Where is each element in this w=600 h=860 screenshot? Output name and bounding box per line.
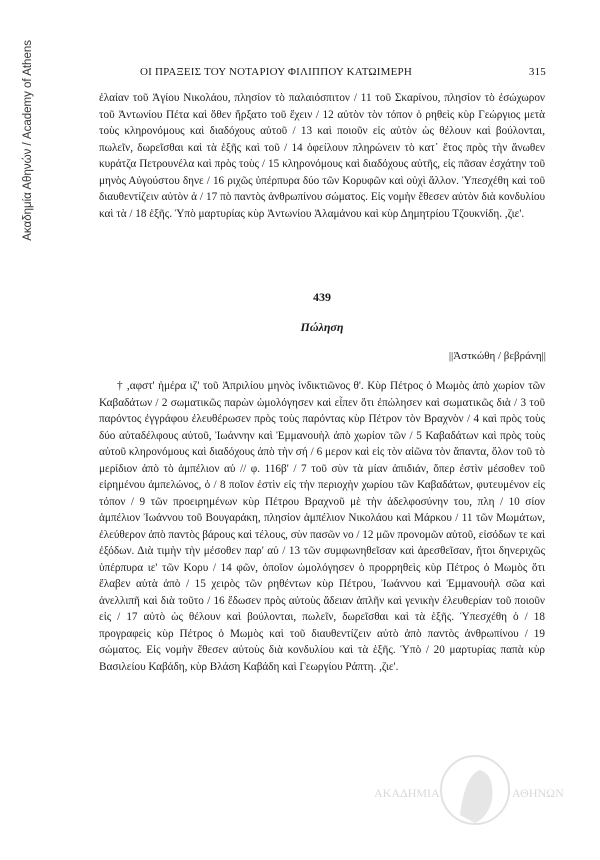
watermark-right-text: ΑΘΗΝΩΝ <box>512 786 564 800</box>
continued-paragraph: ἐλαίαν τοῦ Ἁγίου Νικολάου, πλησίον τὸ παλαιόσπιτον / 11 τοῦ Σκαρίνου, πλησίον τὸ ἐσώχωρον τοῦ Ἀντωνίου Πέτα καὶ ὅθεν ἤρξατο τοῦ ἔχειν / 12 αὐτὸν τὸν τόπον ὁ ρηθεὶς κὺρ Γεώργιος μετὰ τοὺς κληρονόμους καὶ διαδόχους αὐτοῦ / 13 καὶ ποιοῦν εἰς αὐτὸν ὡς θέλουν καὶ βούλονται, πωλεῖν, δωρεῖσθαι καὶ τὰ ἑξῆς καὶ τοῦ / 14 ὀφείλουν πληρώνειν τὸ κατ᾿ ἔτος πρὸς τὴν ἄνωθεν κυράτζα Πετρουνέλα καὶ πρὸς τοὺς / 15 κληρονόμους καὶ διαδόχους αὐτῆς, εἰς πᾶσαν ἐσχάτην τοῦ μηνὸς Αὐγούστου δηνε / 16 ριχῶς ὑπέρπυρα δύο τῶν Κορυφῶν καὶ οὐχὶ ἄλλον. Ὑπεσχέθη καὶ τοῦ διαυθεντίζειν αὐτὸν ἀ / 17 πὸ παντὸς ἀνθρωπίνου σώματος. Εἰς νομὴν ἔθεσεν αὐτὸν διὰ κονδυλίου καὶ τὰ / 18 ἑξῆς. Ὑπὸ μαρτυρίας κὺρ Ἀντωνίου Ἀλαμάνου καὶ κὺρ Δημητρίου Τζουκνίδη. ,ζιε'. <box>99 92 545 220</box>
document-number: 439 <box>313 290 331 304</box>
side-label <box>0 40 34 340</box>
document-title: Πώληση <box>300 320 344 334</box>
continued-text-block <box>99 90 545 222</box>
page-number: 315 <box>528 66 546 78</box>
academy-side-label: Ακαδημία Αθηνών / Academy of Athens <box>22 40 34 241</box>
watermark-seal-icon <box>370 745 580 845</box>
running-head-title: ΟΙ ΠΡΑΞΕΙΣ ΤΟΥ ΝΟΤΑΡΙΟΥ ΦΙΛΙΠΠΟΥ ΚΑΤΩΙΜΕΡΗ <box>140 66 413 78</box>
document-text-block <box>99 378 545 675</box>
academy-watermark <box>370 745 580 845</box>
document-paragraph: † ,αφστ' ἡμέρα ιζ' τοῦ Ἀπριλίου μηνὸς ἰνδικτιῶνος θ'. Κὺρ Πέτρος ὁ Μωμὸς ἀπὸ χωρίον τῶν Καβαδάτων / 2 σωματικῶς παρὼν ὡμολόγησεν καὶ εἶπεν ὅτι ἐπώλησεν καὶ σωματικῶς διὰ / 3 τοῦ παρόντος ἐγγράφου ἐλευθέρωσεν πρὸς τοὺς παρόντας κὺρ Πέτρον τὸν Βραχνὸν / 4 καὶ πρὸς τοὺς δύο αὐταδέλφους αὐτοῦ, Ἰωάννην καὶ Ἐμμανουὴλ ἀπὸ χωρίον τῶν / 5 Καβαδάτων καὶ πρὸς τοὺς αὐτοῦ κληρονόμους καὶ διαδόχους ἀπὸ τὴν σή / 6 μερον καὶ εἰς τὸν αἰῶνα τὸν ἅπαντα, ὅλον τοῦ τὸ μερίδιον ἀπὸ τὸ ἀμπέλιον αὐ // φ. 116β' / 7 τοῦ σὺν τὰ μίαν ἀπιδιάν, ὅπερ ἐστὶν μέσοθεν τοῦ εἰρημένου ἀμπελώνος, ὁ / 8 ποῖον ἐστὶν εἰς τὴν περιοχὴν χωρίου τῶν Καβαδάτων, φυτευμένον εἰς τόπον / 9 τῶν προειρημένων κὺρ Πέτρου Βραχνοῦ μὲ τὴν ἀδελφοσύνην του, πλη / 10 σίον ἀμπέλιον Ἰωάννου τοῦ Βουγαράκη, πλησίον ἀμπέλιον Νικολάου καὶ Μάρκου / 11 τῶν Μωμάτων, ἐλεύθερον ἀπὸ παντὸς βάρους καὶ τέλους, σὺν πασῶν νο / 12 μῶν προνομῶν αὐτοῦ, εἰσόδων τε καὶ ἐξόδων. Διὰ τιμὴν τὴν μέσοθεν παρ' αὐ / 13 τῶν συμφωνηθεῖσαν καὶ ἀρεσθεῖσαν, ἤτοι δηνεριχῶς ὑπέρπυρα ιε' τῶν Κορυ / 14 φῶν, ὁποῖον ὡμολόγησεν ὁ προρρηθεὶς κὺρ Πέτρος ὁ Μωμὸς ὅτι ἔλαβεν αὐτὰ ἀπὸ / 15 χειρὸς τῶν ρηθέντων κὺρ Πέτρου, Ἰωάννου καὶ Ἐμμανουὴλ σῶα καὶ ἀνελλιπῆ καὶ διὰ τοῦτο / 16 ἔδωσεν πρὸς αὐτοὺς ἄδειαν ἁπλῆν καὶ γενικὴν ἐλευθερίαν τοῦ ποιοῦν εἰς / 17 αὐτὸ ὡς θέλουν καὶ βούλονται, πωλεῖν, δωρεῖσθαι καὶ τὰ ἑξῆς. Ὑπεσχέθη ὁ / 18 προγραφεὶς κὺρ Πέτρος ὁ Μωμὸς καὶ τοῦ διαυθεντίζειν αὐτὸ ἀπὸ παντὸς ἀνθρωπίνου / 19 σώματος. Εἰς νομὴν ἔθεσεν αὐτοὺς διὰ κονδυλίου καὶ τὰ ἑξῆς. Ὑπὸ / 20 μαρτυρίας παπὰ κὺρ Βασιλείου Καβάδη, κὺρ Βλάση Καβάδη καὶ Γεωργίου Ράπτη. ,ζιε'. <box>99 380 545 673</box>
document-note: ||Ἀστκώθη / βεβράνη|| <box>448 350 546 362</box>
watermark-left-text: ΑΚΑΔΗΜΙΑ <box>374 786 440 800</box>
